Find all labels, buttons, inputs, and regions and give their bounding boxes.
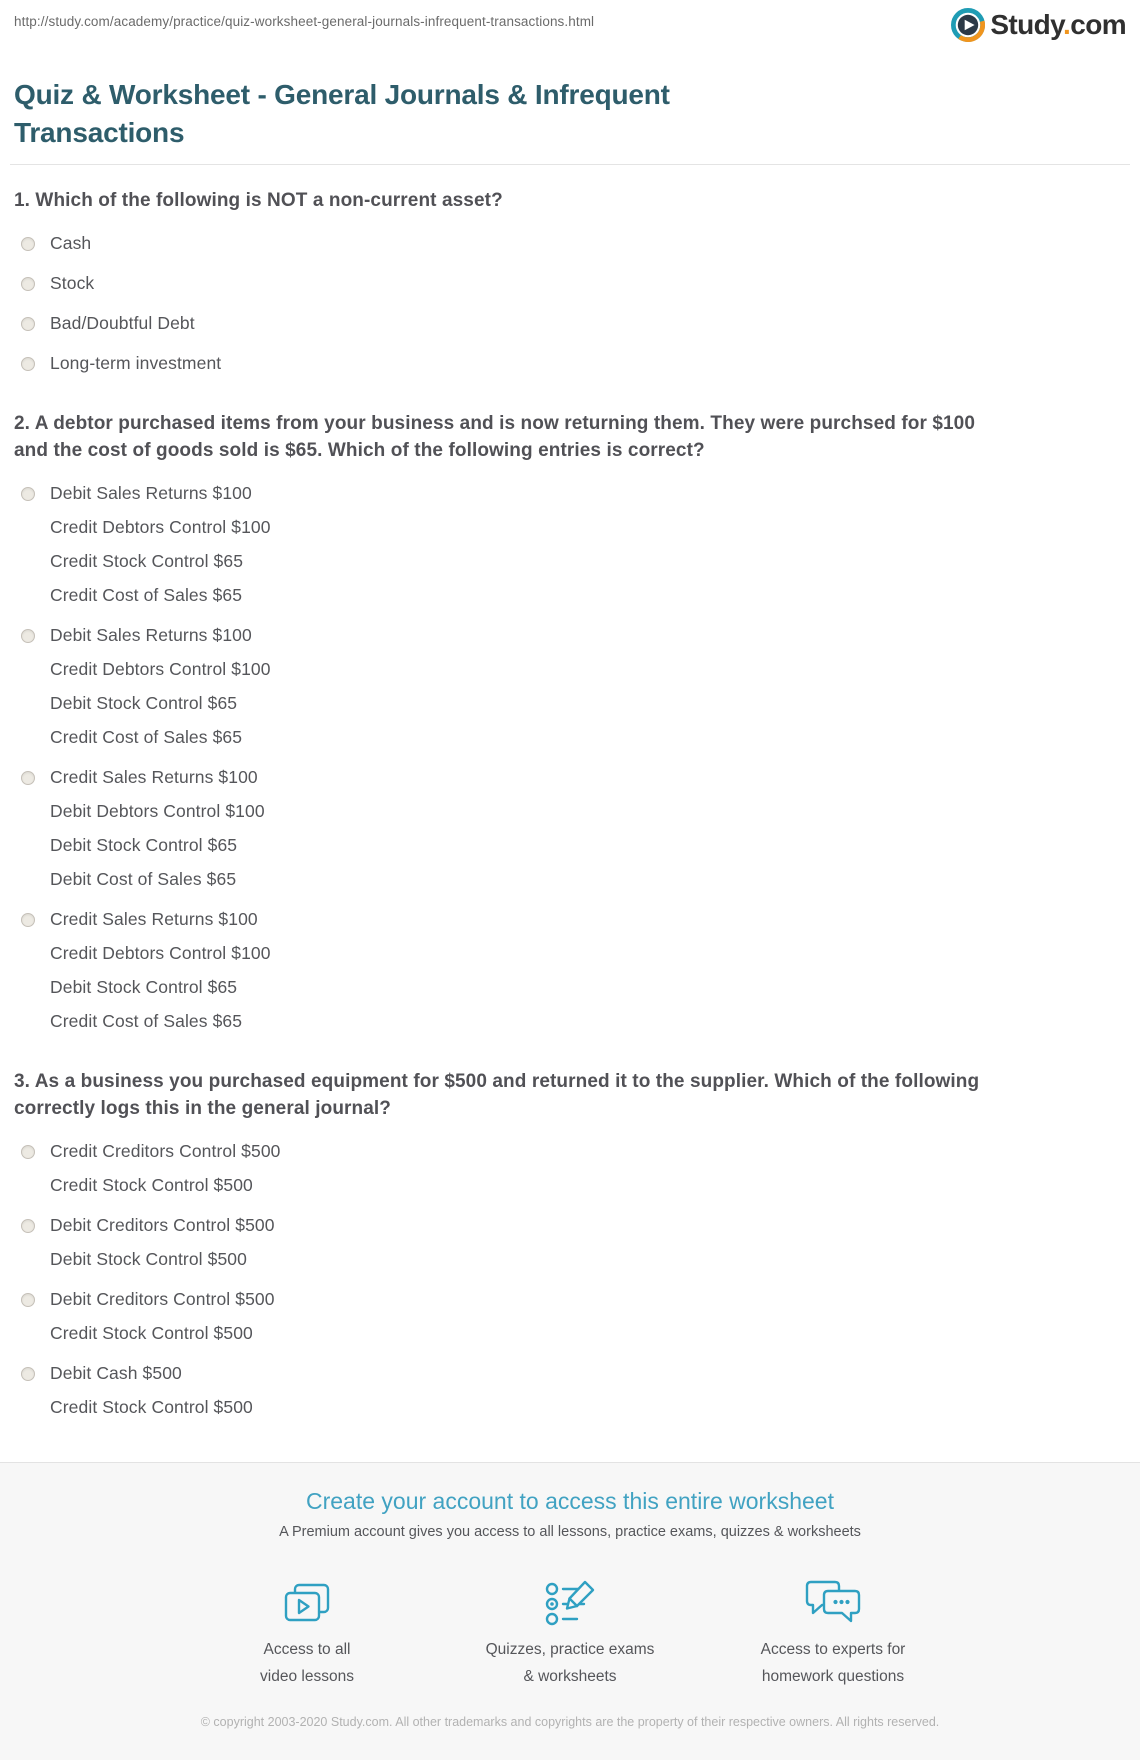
experts-chat-icon [731, 1564, 936, 1626]
answer-option[interactable] [14, 760, 1126, 896]
feature-label [205, 1636, 410, 1690]
option-text: Debit Sales Returns $100 [50, 625, 252, 645]
question-3-prompt: 3. As a business you purchased equipment for $500 and returned it to the supplier. Which of the following correctly logs this in the general journal? [14, 1071, 980, 1119]
video-lessons-icon [205, 1564, 410, 1626]
radio-button[interactable] [21, 277, 35, 291]
feature-label-line: video lessons [260, 1668, 354, 1685]
question-1 [14, 187, 1126, 380]
signup-footer [0, 1462, 1140, 1760]
option-text: Credit Cost of Sales $65 [50, 1011, 243, 1031]
option-text: Credit Stock Control $65 [50, 551, 244, 571]
answer-option[interactable] [14, 1282, 1126, 1350]
option-text: Credit Stock Control $500 [50, 1175, 253, 1195]
quizzes-worksheets-icon [468, 1564, 673, 1626]
option-text: Debit Stock Control $65 [50, 977, 238, 997]
radio-button[interactable] [21, 771, 35, 785]
feature-label-line: Quizzes, practice exams [485, 1641, 655, 1658]
answer-option[interactable] [14, 476, 1126, 612]
option-text: Credit Sales Returns $100 [50, 767, 258, 787]
question-1-prompt: 1. Which of the following is NOT a non-current asset? [14, 190, 503, 211]
option-text: Stock [50, 273, 95, 293]
feature-list [0, 1564, 1140, 1690]
radio-button[interactable] [21, 913, 35, 927]
radio-button[interactable] [21, 317, 35, 331]
option-text: Credit Sales Returns $100 [50, 909, 258, 929]
radio-button[interactable] [21, 357, 35, 371]
footer-heading: Create your account to access this entire worksheet [306, 1488, 834, 1514]
question-2-prompt: 2. A debtor purchased items from your business and is now returning them. They were purchsed for $100 and the cost of goods sold is $65. Which of the following entries is correct? [14, 413, 976, 461]
option-text: Credit Debtors Control $100 [50, 659, 271, 679]
option-text: Credit Stock Control $500 [50, 1323, 253, 1343]
feature-quizzes-worksheets [468, 1564, 673, 1690]
feature-label-line: homework questions [761, 1668, 905, 1685]
option-text: Credit Debtors Control $100 [50, 517, 271, 537]
option-text: Debit Stock Control $65 [50, 693, 238, 713]
footer-subheading: A Premium account gives you access to all lessons, practice exams, quizzes & worksheets [279, 1524, 861, 1540]
answer-option[interactable] [14, 306, 1126, 340]
radio-button[interactable] [21, 1145, 35, 1159]
feature-label-line: Access to experts for [760, 1641, 906, 1658]
feature-label [468, 1636, 673, 1690]
answer-option[interactable] [14, 902, 1126, 1038]
question-2 [14, 410, 1126, 1038]
radio-button[interactable] [21, 1219, 35, 1233]
option-text: Debit Debtors Control $100 [50, 801, 265, 821]
page-title: Quiz & Worksheet - General Journals & Infrequent Transactions [14, 79, 670, 148]
option-text: Debit Stock Control $65 [50, 835, 238, 855]
option-text: Credit Debtors Control $100 [50, 943, 271, 963]
studycom-play-icon [951, 8, 985, 42]
feature-label-line: & worksheets [523, 1668, 617, 1685]
option-text: Debit Cost of Sales $65 [50, 869, 237, 889]
radio-button[interactable] [21, 237, 35, 251]
option-text: Long-term investment [50, 353, 222, 373]
radio-button[interactable] [21, 1293, 35, 1307]
page-url: http://study.com/academy/practice/quiz-worksheet-general-journals-infrequent-transactions.html [14, 14, 595, 29]
radio-button[interactable] [21, 629, 35, 643]
option-text: Debit Stock Control $500 [50, 1249, 247, 1269]
answer-option[interactable] [14, 1208, 1126, 1276]
option-text: Debit Sales Returns $100 [50, 483, 252, 503]
answer-option[interactable] [14, 1134, 1126, 1202]
studycom-wordmark: Study.com [990, 9, 1126, 40]
radio-button[interactable] [21, 1367, 35, 1381]
top-bar [14, 0, 1126, 42]
answer-option[interactable] [14, 618, 1126, 754]
copyright-notice: © copyright 2003-2020 Study.com. All other trademarks and copyrights are the property of their respective owners. All rights reserved. [200, 1715, 940, 1729]
question-3 [14, 1068, 1126, 1424]
feature-video-lessons [205, 1564, 410, 1690]
answer-option[interactable] [14, 226, 1126, 260]
option-text: Debit Creditors Control $500 [50, 1215, 275, 1235]
answer-option[interactable] [14, 1356, 1126, 1424]
option-text: Bad/Doubtful Debt [50, 313, 195, 333]
option-text: Cash [50, 233, 92, 253]
option-text: Credit Cost of Sales $65 [50, 585, 243, 605]
answer-option[interactable] [14, 346, 1126, 380]
radio-button[interactable] [21, 487, 35, 501]
option-text: Debit Creditors Control $500 [50, 1289, 275, 1309]
option-text: Credit Cost of Sales $65 [50, 727, 243, 747]
option-text: Debit Cash $500 [50, 1363, 182, 1383]
option-text: Credit Stock Control $500 [50, 1397, 253, 1417]
option-text: Credit Creditors Control $500 [50, 1141, 281, 1161]
divider [10, 164, 1130, 165]
feature-label [731, 1636, 936, 1690]
feature-expert-help [731, 1564, 936, 1690]
answer-option[interactable] [14, 266, 1126, 300]
feature-label-line: Access to all [263, 1641, 351, 1658]
studycom-logo[interactable] [951, 8, 1126, 42]
